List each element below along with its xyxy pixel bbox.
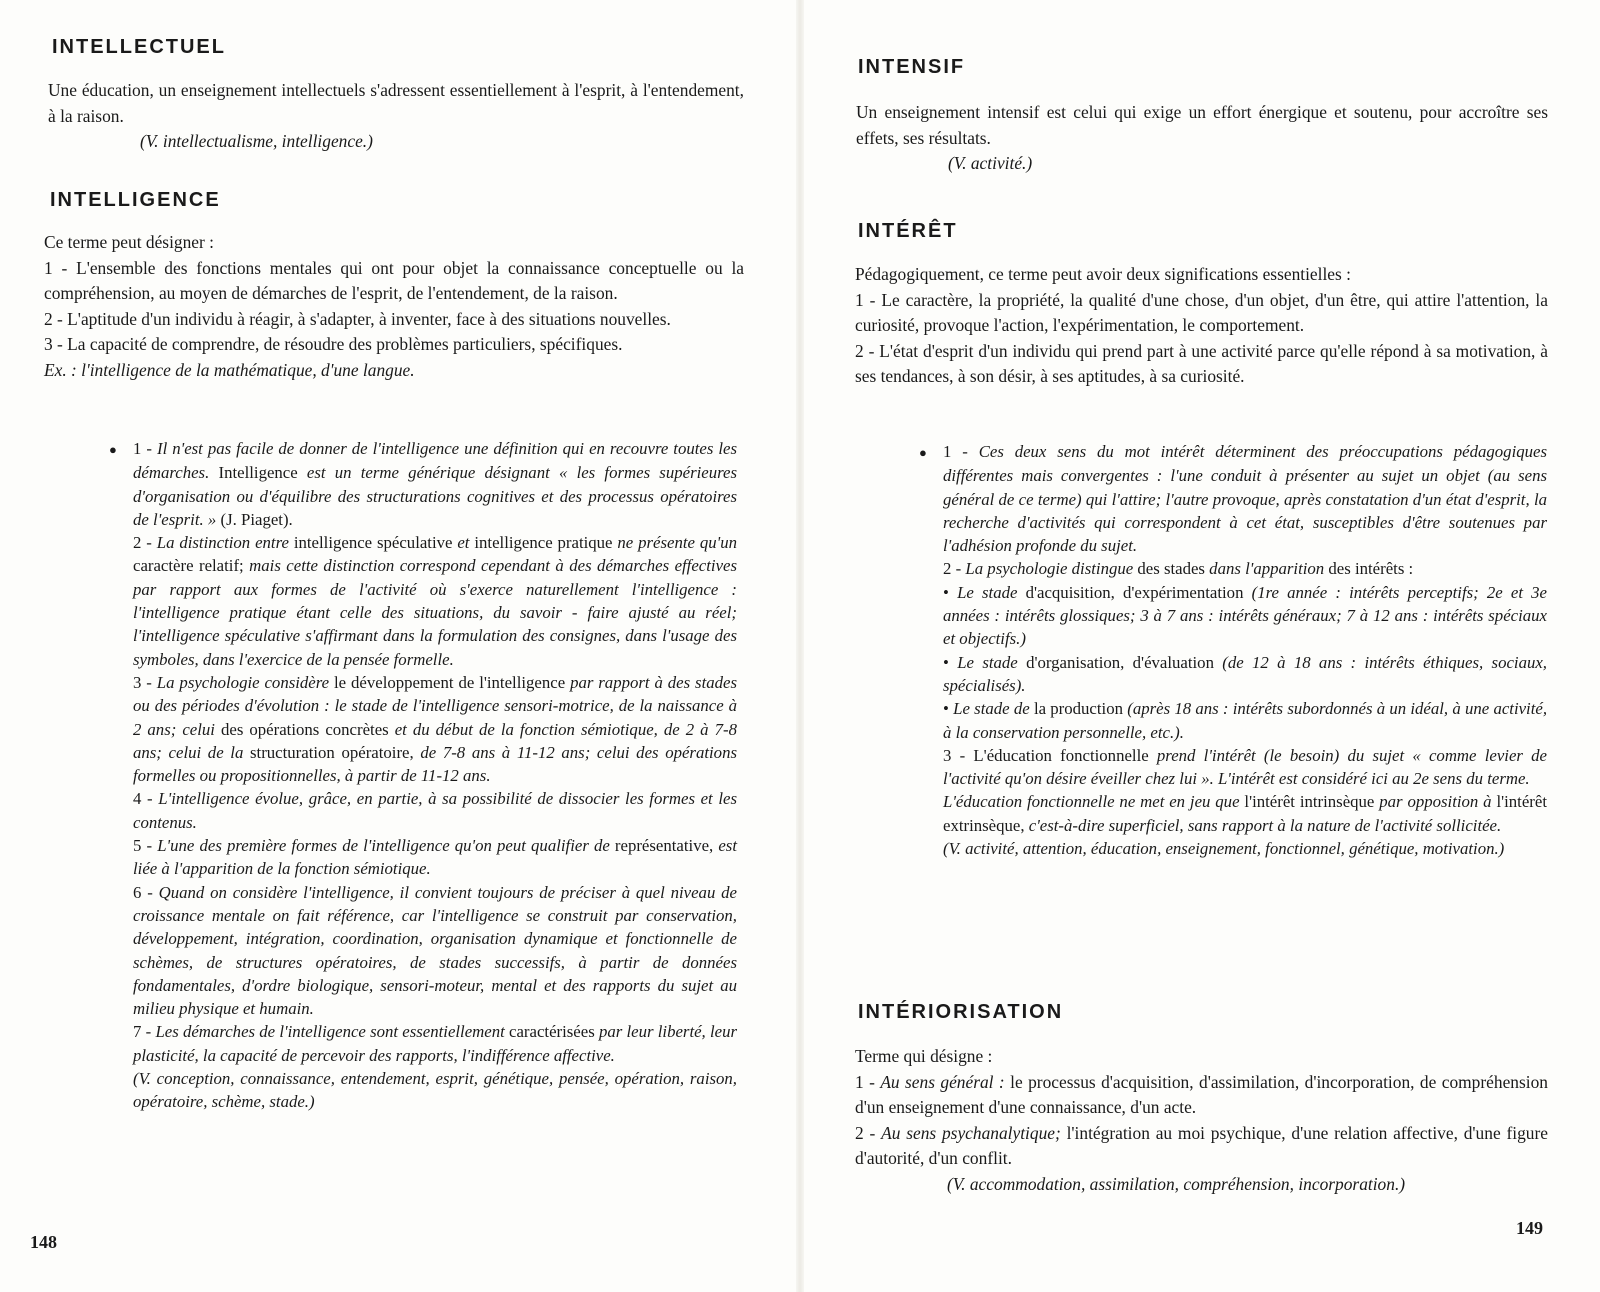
interet-intro: Pédagogiquement, ce terme peut avoir deux significations essentielles : xyxy=(855,264,1351,284)
heading-intensif: INTENSIF xyxy=(858,56,966,78)
note-bullet-icon: ● xyxy=(919,445,927,460)
interet-note-2: 2 - La psychologie distingue des stades dans l'apparition des intérêts : xyxy=(943,559,1414,579)
interiorisation-definition-1: 1 - Au sens général : le processus d'acquisition, d'assimilation, d'incorporation, de compréhension d'un enseignement d'une connaissance, d'un acte. xyxy=(855,1071,1548,1117)
interet-note-4: L'éducation fonctionnelle ne met en jeu que l'intérêt intrinsèque par opposition à l'intérêt extrinsèque, c'est-à-dire superficiel, sans rapport à la nature de l'activité sollicitée. xyxy=(943,792,1547,835)
intellectuel-definition: Une éducation, un enseignement intellectuels s'adressent essentiellement à l'esprit, à l'entendement, à la raison. xyxy=(48,80,744,126)
interet-definition-2: 2 - L'état d'esprit d'un individu qui prend part à une activité parce qu'elle répond à sa motivation, à ses tendances, à son désir, à ses aptitudes, à sa curiosité. xyxy=(855,340,1548,386)
interet-reference: (V. activité, attention, éducation, enseignement, fonctionnel, génétique, motivation.) xyxy=(943,839,1505,859)
intelligence-note-5: 5 - L'une des première formes de l'intelligence qu'on peut qualifier de représentative, est liée à l'apparition de la fonction sémiotique. xyxy=(133,836,738,879)
intelligence-note-1: ● 1 - Il n'est pas facile de donner de l'intelligence une définition qui en recouvre toutes les démarches. Intelligence est un terme générique désignant « les formes supérieures d'organisation ou d'équilibre des structurations cognitives et des processus opératoires de l'esprit. » (J. Piaget). xyxy=(109,439,738,529)
entry-intellectuel xyxy=(48,78,744,155)
interet-notes xyxy=(919,440,1548,860)
intensif-reference: (V. activité.) xyxy=(948,153,1033,173)
right-page xyxy=(800,0,1600,1292)
interiorisation-intro: Terme qui désigne : xyxy=(855,1046,993,1066)
intellectuel-reference: (V. intellectualisme, intelligence.) xyxy=(140,131,373,151)
entry-interet xyxy=(855,262,1548,390)
intelligence-notes xyxy=(109,437,738,1114)
interet-stage-3: • Le stade de la production (après 18 ans : intérêts subordonnés à un idéal, à une activité, à la conservation personnelle, etc.). xyxy=(943,699,1548,742)
page-number-left: 148 xyxy=(30,1232,57,1252)
intelligence-definition-3: 3 - La capacité de comprendre, de résoudre des problèmes particuliers, spécifiques. xyxy=(44,334,623,354)
intelligence-note-4: 4 - L'intelligence évolue, grâce, en partie, à sa possibilité de dissocier les formes et les contenus. xyxy=(133,789,737,832)
heading-interet: INTÉRÊT xyxy=(858,220,958,242)
intelligence-note-2: 2 - La distinction entre intelligence spéculative et intelligence pratique ne présente qu'un caractère relatif; mais cette distinction correspond cependant à des démarches effectives par rapport aux formes de l'activité où s'exerce naturellement l'intelligence : l'intelligence pratique étant celle des situations, du savoir - faire ajusté au réel; l'intelligence spéculative s'affirmant dans la formulation des consignes, dans l'usage des symboles, dans l'exercice de la pensée formelle. xyxy=(133,533,737,669)
interet-stage-1: • Le stade d'acquisition, d'expérimentation (1re année : intérêts perceptifs; 2e et 3e années : intérêts glossiques; 3 à 7 ans : intérêts généraux; 7 à 12 ans : intérêts spéciaux et objectifs.) xyxy=(943,582,1548,649)
intelligence-note-7: 7 - Les démarches de l'intelligence sont essentiellement caractérisées par leur liberté, leur plasticité, la capacité de percevoir des rapports, l'indifférence affective. xyxy=(133,1022,738,1065)
intelligence-intro: Ce terme peut désigner : xyxy=(44,232,214,252)
intelligence-example: Ex. : l'intelligence de la mathématique, d'une langue. xyxy=(44,359,415,380)
entry-intensif xyxy=(856,100,1548,177)
note-bullet-icon: ● xyxy=(109,442,117,457)
interiorisation-definition-2: 2 - Au sens psychanalytique; l'intégration au moi psychique, d'une relation affective, d'une figure d'autorité, d'un conflit. xyxy=(855,1122,1548,1168)
heading-intelligence: INTELLIGENCE xyxy=(50,189,221,211)
interet-definition-1: 1 - Le caractère, la propriété, la qualité d'une chose, d'un objet, d'un être, qui attire l'attention, la curiosité, provoque l'action, l'expérimentation, le comportement. xyxy=(855,289,1548,335)
heading-intellectuel: INTELLECTUEL xyxy=(52,36,226,58)
interet-stage-2: • Le stade d'organisation, d'évaluation (de 12 à 18 ans : intérêts éthiques, sociaux, spécialisés). xyxy=(943,652,1548,695)
intelligence-note-6: 6 - Quand on considère l'intelligence, il convient toujours de préciser à quel niveau de croissance mentale on fait référence, car l'intelligence se construit par conservation, développement, intégration, coordination, organisation dynamique et fonctionnelle de schèmes, de structures opératoires, de stades successifs, à partir de données fondamentales, d'ordre biologique, sensori-moteur, mental et des rapports du sujet au milieu physique et humain. xyxy=(133,882,737,1019)
intelligence-definition-1: 1 - L'ensemble des fonctions mentales qui ont pour objet la connaissance conceptuelle ou la compréhension, au moyen de démarches de l'esprit, de l'entendement, de la raison. xyxy=(44,257,744,303)
page-number-right: 149 xyxy=(1516,1218,1543,1238)
interet-note-3: 3 - L'éducation fonctionnelle prend l'intérêt (le besoin) du sujet « comme levier de l'activité qu'on désire éveiller chez lui ». L'intérêt est considéré ici au 2e sens du terme. xyxy=(943,745,1547,789)
heading-interiorisation: INTÉRIORISATION xyxy=(858,1001,1064,1023)
entry-interiorisation xyxy=(855,1044,1548,1197)
intensif-definition: Un enseignement intensif est celui qui exige un effort énergique et soutenu, pour accroître ses effets, ses résultats. xyxy=(856,102,1548,148)
interiorisation-reference: (V. accommodation, assimilation, compréhension, incorporation.) xyxy=(947,1173,1406,1194)
intelligence-note-3: 3 - La psychologie considère le développement de l'intelligence par rapport à des stades ou des périodes d'évolution : le stade de l'intelligence sensori-motrice, de la naissance à 2 ans; celui des opérations concrètes et du début de la fonction sémiotique, de 2 à 7-8 ans; celui de la structuration opératoire, de 7-8 ans à 11-12 ans; celui des opérations formelles ou propositionnelles, à partir de 11-12 ans. xyxy=(133,672,737,786)
interet-note-1: ● 1 - Ces deux sens du mot intérêt déterminent des préoccupations pédagogiques différentes mais convergentes : l'une conduit à présenter au sujet un objet (au sens général de ce terme) qui l'attire; l'autre provoque, après constatation d'un état d'esprit, la recherche d'activités qui correspondent à cet état, susceptibles d'être soutenues par l'adhésion profonde du sujet. xyxy=(919,442,1547,556)
entry-intelligence xyxy=(44,230,744,383)
intelligence-definition-2: 2 - L'aptitude d'un individu à réagir, à s'adapter, à inventer, face à des situations nouvelles. xyxy=(44,308,671,329)
intelligence-reference: (V. conception, connaissance, entendement, esprit, génétique, pensée, opération, raison, opératoire, schème, stade.) xyxy=(133,1069,737,1112)
